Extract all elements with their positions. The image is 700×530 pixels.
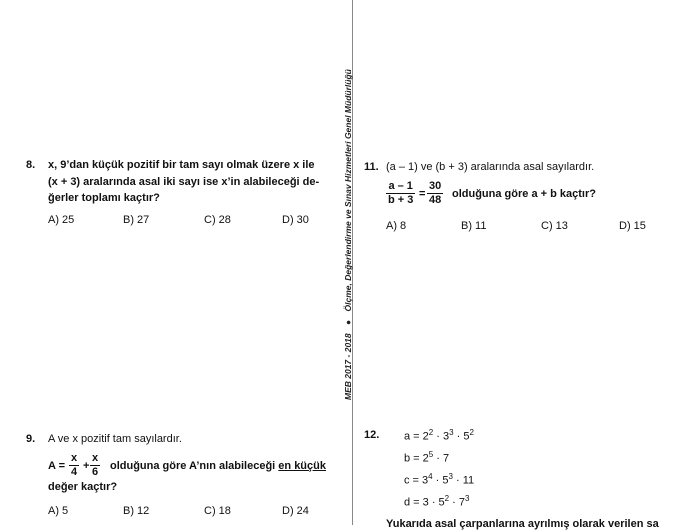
q9-option-b[interactable]: B) 12 [123, 505, 150, 517]
q12-cut-line: Yukarıda asal çarpanlarına ayrılmış olarak verilen sa [386, 518, 659, 530]
q9-a-equals: A = [48, 460, 66, 472]
vertical-year-text: MEB 2017 - 2018 [343, 333, 353, 400]
q12-d-exp1: 2 [444, 494, 450, 503]
q12-d-base: d = 3 · 5 [404, 496, 445, 509]
q11-option-a[interactable]: A) 8 [386, 220, 407, 232]
q9-frac2-den: 6 [92, 466, 99, 478]
q11-frac1-num: a – 1 [388, 180, 413, 192]
q8-option-a[interactable]: A) 25 [48, 214, 75, 226]
q11-option-b[interactable]: B) 11 [461, 220, 487, 232]
q12-b-base: b = 2 [404, 452, 429, 465]
q9-line-1: A ve x pozitif tam sayılardır. [48, 433, 182, 445]
q12-c-base: c = 3 [404, 474, 429, 487]
q8-line-1: x, 9’dan küçük pozitif bir tam sayı olmak üzere x ile [48, 159, 315, 171]
vertical-publisher-label [343, 69, 353, 400]
q9-line-3: değer kaçtır? [48, 481, 118, 493]
q11-option-c[interactable]: C) 13 [541, 220, 568, 232]
q12-a-mult2: · 5 [453, 430, 470, 443]
q8-option-b[interactable]: B) 27 [123, 214, 150, 226]
q12-c-mult2: · 11 [452, 474, 475, 487]
q11-line-2: olduğuna göre a + b kaçtır? [452, 188, 596, 200]
q8-number: 8. [26, 159, 36, 171]
vertical-org-text: Ölçme, Değerlendirme ve Sınav Hizmetleri Genel Müdürlüğü [343, 69, 353, 312]
q9-plus: + [83, 460, 90, 472]
q12-a-exp1: 2 [428, 428, 434, 437]
q11-fraction-a-over-b [386, 180, 415, 207]
q12-c-exp2: 3 [448, 472, 453, 481]
q9-frac2-num: x [92, 452, 99, 464]
q12-line-b [404, 450, 449, 465]
q11-option-d[interactable]: D) 15 [619, 220, 646, 232]
q12-number: 12. [364, 429, 380, 441]
q9-frac1-num: x [71, 452, 78, 464]
q12-line-c [404, 472, 474, 487]
q12-c-mult1: · 5 [432, 474, 449, 487]
q11-frac1-den: b + 3 [388, 194, 414, 206]
q12-b-mult1: · 7 [433, 452, 450, 465]
q12-c-exp1: 4 [428, 472, 433, 481]
q12-a-base: a = 2 [404, 430, 429, 443]
q9-fraction-x-over-6 [90, 452, 100, 479]
bullet-dot: ● [343, 319, 353, 325]
q12-line-d [404, 494, 469, 509]
q11-frac2-den: 48 [429, 194, 442, 206]
q9-option-d[interactable]: D) 24 [282, 505, 309, 517]
q9-after-fraction: olduğuna göre A’nın alabileceği [110, 460, 276, 472]
q9-number: 9. [26, 433, 36, 445]
q12-a-exp2: 3 [449, 428, 454, 437]
q12-line-a [404, 428, 474, 443]
q12-a-mult1: · 3 [433, 430, 450, 443]
q8-option-c[interactable]: C) 28 [204, 214, 231, 226]
q8-option-d[interactable]: D) 30 [282, 214, 309, 226]
q12-d-exp2: 3 [465, 494, 470, 503]
q9-line-2 [110, 460, 326, 472]
q11-equals: = [419, 188, 426, 200]
q12-b-exp1: 5 [428, 450, 434, 459]
q11-line-1: (a – 1) ve (b + 3) aralarında asal sayılardır. [386, 161, 595, 173]
q11-fraction-30-over-48 [427, 180, 443, 207]
q12-a-exp3: 2 [469, 428, 474, 437]
q8-line-2: (x + 3) aralarında asal iki sayı ise x’in alabileceği de- [48, 176, 320, 188]
q9-emphasis: en küçük [278, 460, 326, 472]
q11-number: 11. [364, 161, 379, 173]
q9-option-a[interactable]: A) 5 [48, 505, 69, 517]
q9-option-c[interactable]: C) 18 [204, 505, 231, 517]
q9-fraction-x-over-4 [69, 452, 79, 479]
q11-frac2-num: 30 [429, 180, 442, 192]
q12-d-mult1: · 7 [449, 496, 466, 509]
q8-line-3: ğerler toplamı kaçtır? [48, 192, 160, 204]
q9-frac1-den: 4 [71, 466, 78, 478]
